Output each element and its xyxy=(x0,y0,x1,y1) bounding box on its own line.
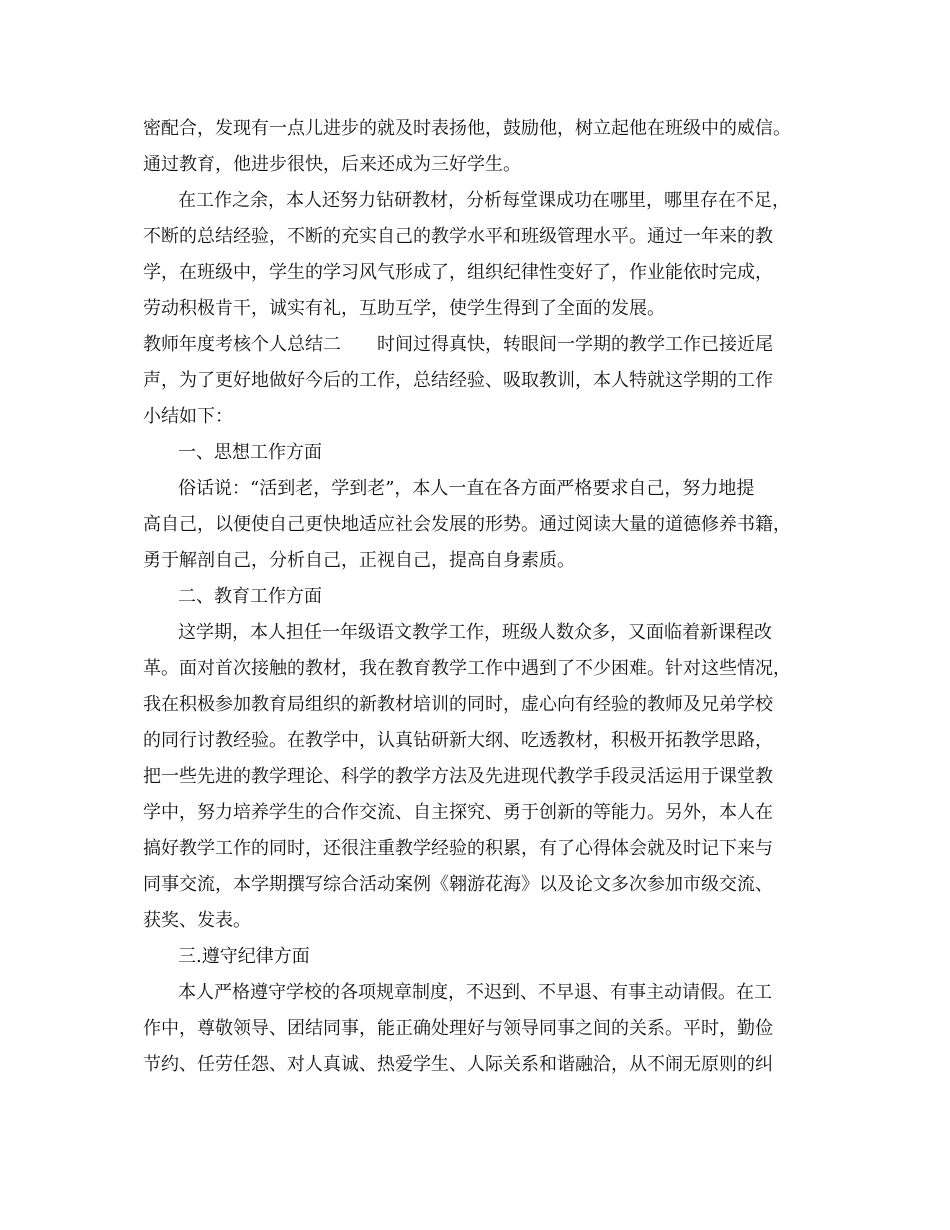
text-line: 不断的总结经验，不断的充实自己的教学水平和班级管理水平。通过一年来的教 xyxy=(143,226,773,247)
text-line: 劳动积极肯干，诚实有礼，互助互学，使学生得到了全面的发展。 xyxy=(143,298,665,319)
text-line: 作中，尊敬领导、团结同事，能正确处理好与领导同事之间的关系。平时，勤俭 xyxy=(143,1018,773,1039)
text-line: 同事交流，本学期撰写综合活动案例《翱游花海》以及论文多次参加市级交流、 xyxy=(143,874,773,895)
text-line: 学，在班级中，学生的学习风气形成了，组织纪律性变好了，作业能依时完成， xyxy=(143,262,773,283)
text-line: 通过教育，他进步很快，后来还成为三好学生。 xyxy=(143,154,521,175)
text-line: 把一些先进的教学理论、科学的教学方法及先进现代教学手段灵活运用于课堂教 xyxy=(143,766,773,787)
text-line: 节约、任劳任怨、对人真诚、热爱学生、人际关系和谐融洽，从不闹无原则的纠 xyxy=(143,1054,773,1075)
text-line: 学中，努力培养学生的合作交流、自主探究、勇于创新的等能力。另外，本人在 xyxy=(143,802,773,823)
text-line: 勇于解剖自己，分析自己，正视自己，提高自身素质。 xyxy=(143,550,575,571)
text-line: 我在积极参加教育局组织的新教材培训的同时，虚心向有经验的教师及兄弟学校 xyxy=(143,694,773,715)
text-line: 获奖、发表。 xyxy=(143,910,251,931)
text-line: 革。面对首次接触的教材，我在教育教学工作中遇到了不少困难。针对这些情况， xyxy=(143,658,791,679)
text-line: 密配合，发现有一点儿进步的就及时表扬他，鼓励他，树立起他在班级中的威信。 xyxy=(143,118,791,139)
text-line: 高自己，以便使自己更快地适应社会发展的形势。通过阅读大量的道德修养书籍， xyxy=(143,514,791,535)
section-heading: 二、教育工作方面 xyxy=(178,586,322,607)
text-line: 搞好教学工作的同时，还很注重教学经验的积累，有了心得体会就及时记下来与 xyxy=(143,838,773,859)
paragraph-first-line: 这学期，本人担任一年级语文教学工作，班级人数众多，又面临着新课程改 xyxy=(178,622,772,643)
paragraph-first-line: 俗话说：“活到老，学到老”，本人一直在各方面严格要求自己，努力地提 xyxy=(178,478,755,499)
paragraph-first-line: 在工作之余，本人还努力钻研教材，分析每堂课成功在哪里，哪里存在不足， xyxy=(178,190,790,211)
paragraph-first-line: 本人严格遵守学校的各项规章制度，不迟到、不早退、有事主动请假。在工 xyxy=(178,982,772,1003)
text-line: 小结如下： xyxy=(143,406,233,427)
section-heading: 三.遵守纪律方面 xyxy=(178,946,310,967)
section-heading: 一、思想工作方面 xyxy=(178,442,322,463)
text-line: 教师年度考核个人总结二 时间过得真快，转眼间一学期的教学工作已接近尾 xyxy=(143,334,773,355)
text-line: 的同行讨教经验。在教学中，认真钻研新大纲、吃透教材，积极开拓教学思路， xyxy=(143,730,773,751)
text-line: 声，为了更好地做好今后的工作，总结经验、吸取教训，本人特就这学期的工作 xyxy=(143,370,773,391)
